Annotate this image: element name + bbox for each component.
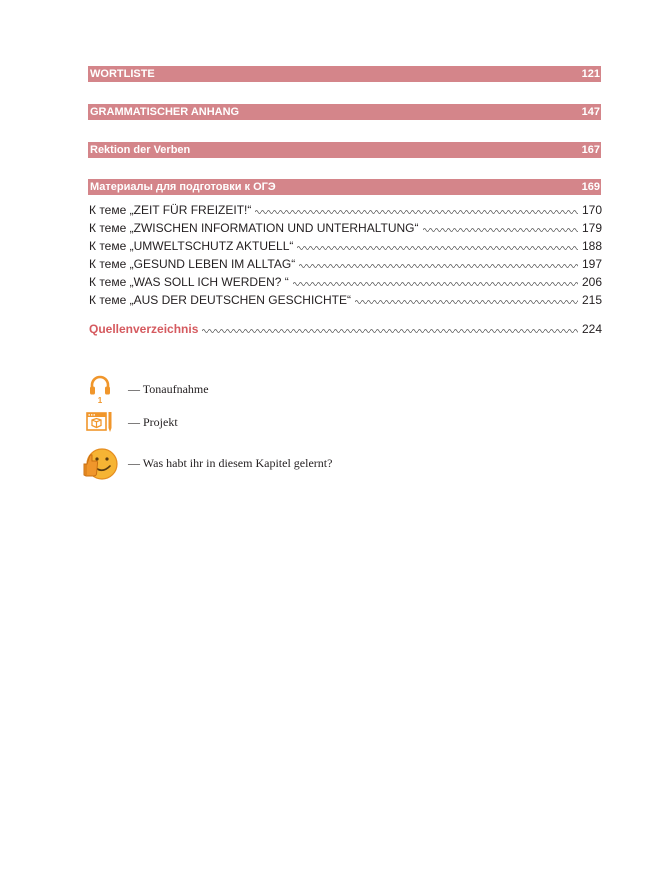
entry-page: 170 (581, 203, 602, 217)
legend-text: — Projekt (128, 414, 178, 429)
dot-leader (297, 245, 578, 251)
toc-entry[interactable] (89, 237, 602, 253)
toc-entry[interactable] (89, 273, 602, 289)
section-page: 167 (581, 144, 600, 156)
entry-page: 179 (581, 221, 602, 235)
entry-page: 215 (581, 293, 602, 307)
dot-leader (355, 299, 578, 305)
toc-entry-sources[interactable] (89, 320, 602, 336)
toc-section-oge[interactable] (88, 179, 601, 195)
entry-page: 197 (581, 257, 602, 271)
entry-page: 188 (581, 239, 602, 253)
entry-label: К теме „GESUND LEBEN IM ALLTAG“ (89, 257, 296, 271)
section-page: 147 (581, 106, 600, 118)
toc-section-grammatik[interactable] (88, 104, 601, 120)
entry-label: Quellenverzeichnis (89, 322, 199, 336)
dot-leader (255, 209, 578, 215)
legend-audio (80, 374, 209, 404)
section-title: GRAMMATISCHER ANHANG (90, 106, 240, 118)
dot-leader (202, 328, 578, 334)
entry-label: К теме „AUS DER DEUTSCHEN GESCHICHTE“ (89, 293, 351, 307)
legend-text: — Tonaufnahme (128, 381, 209, 396)
toc-section-wortliste[interactable] (88, 66, 601, 82)
toc-entry[interactable] (89, 291, 602, 307)
thumbs-up-icon (80, 444, 120, 482)
legend-review (80, 444, 332, 482)
entry-label: К теме „UMWELTSCHUTZ AKTUELL“ (89, 239, 294, 253)
dot-leader (293, 281, 578, 287)
headphones-icon (80, 374, 120, 404)
dot-leader (423, 227, 578, 233)
entry-page: 224 (581, 322, 602, 336)
section-title: Материалы для подготовки к ОГЭ (90, 181, 276, 193)
legend-project (80, 410, 178, 434)
entry-label: К теме „WAS SOLL ICH WERDEN? “ (89, 275, 289, 289)
section-title: Rektion der Verben (90, 144, 191, 156)
toc-section-rektion[interactable] (88, 142, 601, 158)
entry-page: 206 (581, 275, 602, 289)
toc-entry[interactable] (89, 255, 602, 271)
dot-leader (299, 263, 578, 269)
entry-label: К теме „ZEIT FÜR FREIZEIT!“ (89, 203, 252, 217)
legend-text: — Was habt ihr in diesem Kapitel gelernt? (128, 455, 333, 470)
section-page: 169 (581, 181, 600, 193)
project-icon (80, 410, 120, 434)
audio-badge: 1 (97, 396, 103, 404)
toc-entry[interactable] (89, 201, 602, 217)
section-title: WORTLISTE (90, 68, 155, 80)
toc-entry[interactable] (89, 219, 602, 235)
entry-label: К теме „ZWISCHEN INFORMATION UND UNTERHALTUNG“ (89, 221, 419, 235)
section-page: 121 (581, 68, 600, 80)
